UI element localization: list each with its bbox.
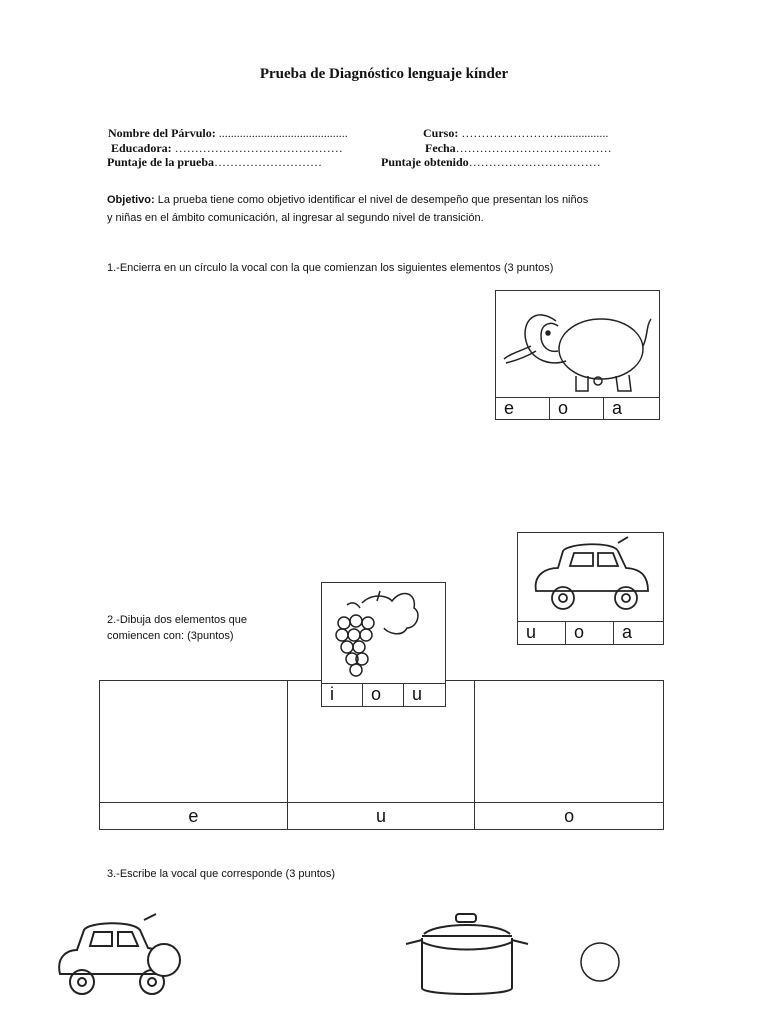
educadora-field [111, 141, 343, 156]
objective [107, 191, 677, 227]
nombre-label: Nombre del Párvulo: [108, 126, 216, 140]
question-2-line2: comiencen con: (3puntos) [107, 630, 234, 642]
puntaje-dots[interactable]: ……………………… [214, 155, 323, 169]
grapes-card [321, 582, 446, 707]
puntaje-field [107, 155, 322, 170]
vowel-option[interactable]: a [612, 398, 623, 418]
car-icon [518, 533, 663, 621]
objective-line2: y niñas en el ámbito comunicación, al ingresar al segundo nivel de transición. [107, 212, 484, 224]
educadora-label: Educadora: [111, 141, 172, 155]
letter-cell: o [475, 803, 664, 830]
vowel-option[interactable]: e [496, 398, 550, 419]
vowel-option[interactable]: i [322, 684, 363, 706]
question-2-text [107, 612, 247, 644]
vowel-option[interactable]: o [550, 398, 604, 419]
elephant-card [495, 290, 660, 420]
car-icon [52, 912, 184, 1002]
obtenido-label: Puntaje obtenido [381, 155, 469, 169]
curso-dots[interactable]: ……………………................. [461, 126, 609, 140]
letter-cell: u [287, 803, 475, 830]
car-vowels [518, 621, 663, 644]
nombre-dots[interactable]: ........................................... [218, 126, 348, 140]
question-1-text: 1.-Encierra en un círculo la vocal con la que comienzan los siguientes elementos (3 puntos) [107, 262, 554, 274]
objective-label: Objetivo: [107, 194, 155, 206]
vowel-option[interactable]: a [622, 622, 633, 642]
vowel-option[interactable]: u [412, 684, 423, 704]
obtenido-field [381, 155, 601, 170]
grapes-vowels [322, 683, 445, 706]
fecha-dots[interactable]: ………………………………… [455, 141, 612, 155]
elephant-vowels [496, 397, 659, 419]
drawing-area[interactable] [100, 681, 288, 803]
curso-field [423, 126, 608, 141]
vowel-option[interactable]: o [363, 684, 404, 706]
grapes-icon [322, 583, 445, 683]
educadora-dots[interactable]: …………………………………… [174, 141, 343, 155]
question-3-text: 3.-Escribe la vocal que corresponde (3 puntos) [107, 868, 336, 880]
ball-icon [578, 940, 622, 984]
nombre-field [108, 126, 348, 141]
fecha-label: Fecha [425, 141, 456, 155]
drawing-area[interactable] [475, 681, 664, 803]
vowel-option[interactable]: u [518, 622, 566, 644]
pot-icon [402, 912, 532, 998]
car-card [517, 532, 664, 645]
objective-line1: La prueba tiene como objetivo identificar el nivel de desempeño que presentan los niños [157, 194, 589, 206]
page-title: Prueba de Diagnóstico lenguaje kínder [259, 66, 509, 82]
curso-label: Curso: [423, 126, 459, 140]
question-2-line1: 2.-Dibuja dos elementos que [107, 614, 248, 626]
elephant-icon [496, 291, 659, 397]
puntaje-label: Puntaje de la prueba [107, 155, 215, 169]
vowel-option[interactable]: o [566, 622, 614, 644]
fecha-field [425, 141, 612, 156]
letter-cell: e [100, 803, 288, 830]
obtenido-dots[interactable]: …………………………… [468, 155, 601, 169]
